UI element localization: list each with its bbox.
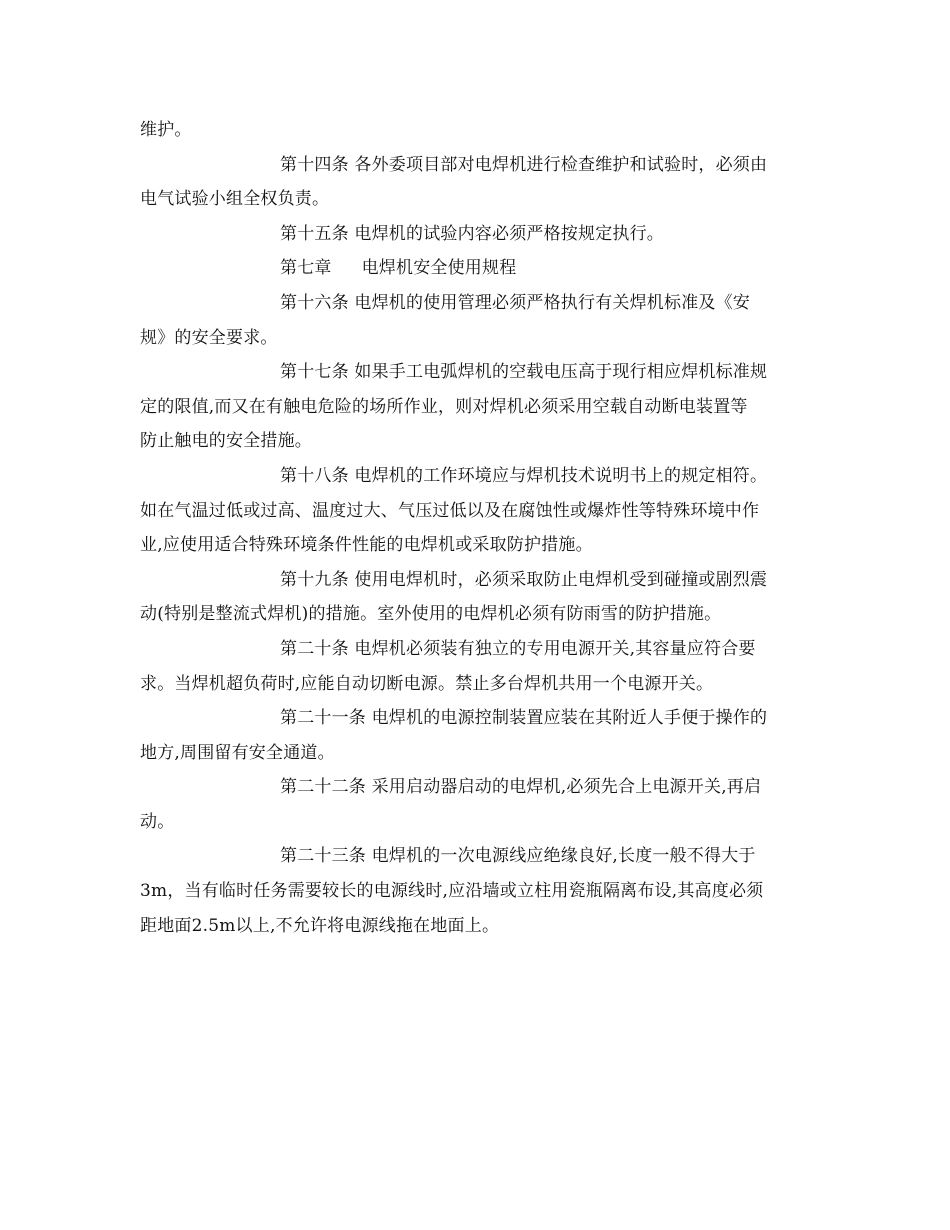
chapter-number: 第七章: [280, 258, 332, 279]
article-18-line: 第十八条 电焊机的工作环境应与焊机技术说明书上的规定相符。: [280, 465, 768, 486]
article-19-line: 第十九条 使用电焊机时，必须采取防止电焊机受到碰撞或剧烈震: [280, 569, 768, 590]
text-line: 业,应使用适合特殊环境条件性能的电焊机或采取防护措施。: [140, 535, 593, 556]
article-14-line: 第十四条 各外委项目部对电焊机进行检查维护和试验时，必须由: [280, 154, 768, 175]
chapter-heading: [140, 251, 820, 286]
text-line: 动(特别是整流式焊机)的措施。室外使用的电焊机必须有防雨雪的防护措施。: [140, 604, 722, 625]
text-line: 规》的安全要求。: [140, 327, 278, 348]
document-body: [140, 113, 820, 943]
text-line: 定的限值,而又在有触电危险的场所作业，则对焊机必须采用空载自动断电装置等: [140, 396, 748, 417]
text-line: 动。: [140, 811, 175, 832]
article-23-line: 第二十三条 电焊机的一次电源线应绝缘良好,长度一般不得大于: [280, 846, 756, 867]
chapter-title: 电焊机安全使用规程: [361, 258, 517, 279]
article-20-line: 第二十条 电焊机必须装有独立的专用电源开关,其容量应符合要: [280, 638, 756, 659]
article-22-line: 第二十二条 采用启动器启动的电焊机,必须先合上电源开关,再启: [280, 777, 762, 798]
text-line: 求。当焊机超负荷时,应能自动切断电源。禁止多台焊机共用一个电源开关。: [140, 673, 714, 694]
text-line: 地方,周围留有安全通道。: [140, 742, 335, 763]
text-line: 3m，当有临时任务需要较长的电源线时,应沿墙或立柱用瓷瓶隔离布设,其高度必须: [140, 881, 764, 902]
text-line: 电气试验小组全权负责。: [140, 189, 330, 210]
text-line: 距地面2.5m以上,不允许将电源线拖在地面上。: [140, 915, 500, 936]
article-21-line: 第二十一条 电焊机的电源控制装置应装在其附近人手便于操作的: [280, 708, 768, 729]
text-line: 如在气温过低或过高、温度过大、气压过低以及在腐蚀性或爆炸性等特殊环境中作: [140, 500, 760, 521]
article-16-line: 第十六条 电焊机的使用管理必须严格执行有关焊机标准及《安: [280, 292, 751, 313]
text-line: 防止触电的安全措施。: [140, 431, 312, 452]
article-15-line: 第十五条 电焊机的试验内容必须严格按规定执行。: [280, 223, 665, 244]
text-line: 维护。: [140, 120, 192, 140]
article-17-line: 第十七条 如果手工电弧焊机的空载电压高于现行相应焊机标准规: [280, 362, 768, 383]
